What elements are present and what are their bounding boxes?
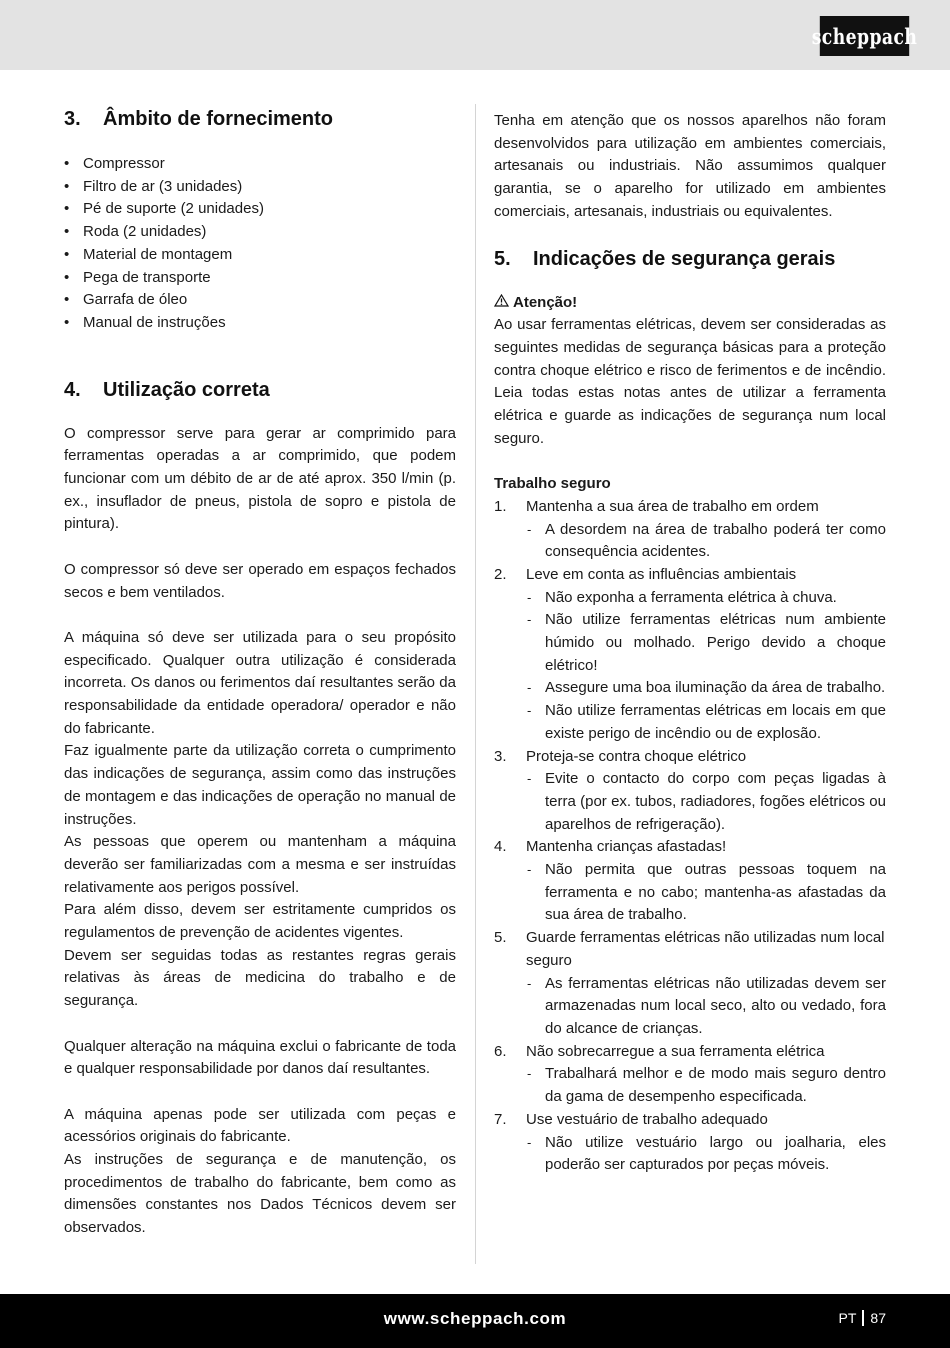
section-4-number: 4. xyxy=(64,378,81,401)
list-item: • Garrafa de óleo xyxy=(64,289,456,312)
safety-subitem: - As ferramentas elétricas não utilizadas devem ser armazenadas num local seco, alto ou vedado, fora do alcance de crianças. xyxy=(526,973,886,1041)
list-item: • Filtro de ar (3 unidades) xyxy=(64,176,456,199)
intro-paragraph: Tenha em atenção que os nossos aparelhos não foram desenvolvidos para utilização em ambientes comerciais, artesanais ou industriais. Não assumimos qualquer garantia, se o aparelho for utilizado em ambientes comerciais, artesanais, industriais ou equivalentes. xyxy=(494,112,886,220)
safety-subitem: - Não utilize ferramentas elétricas num ambiente húmido ou molhado. Perigo devido a choque elétrico! xyxy=(526,609,886,677)
safety-list xyxy=(494,496,886,1177)
attention-text: Ao usar ferramentas elétricas, devem ser consideradas as seguintes medidas de segurança básicas para a proteção contra choque elétrico e risco de ferimentos e de incêndio. Leia todas estas notas antes de utilizar a ferramenta elétrica e guarde as indicações de segurança num local seguro. xyxy=(494,316,886,447)
safety-sublist xyxy=(526,1063,886,1108)
attention-heading xyxy=(494,292,886,315)
safety-item-text: Use vestuário de trabalho adequado xyxy=(526,1110,768,1128)
paragraph: A máquina só deve ser utilizada para o seu propósito especificado. Qualquer outra utilização é considerada incorreta. Os danos ou ferimentos daí resultantes serão da responsabilidade da entidade operadora/ operador e não do fabricante. xyxy=(64,628,456,737)
section-3-title: Âmbito de fornecimento xyxy=(103,108,334,130)
paragraph: O compressor serve para gerar ar comprimido para ferramentas operadas a ar comprimido, que podem funcionar com um débito de ar de até aprox. 350 l/min (p. ex., insuflador de pneus, pistola de sopro e pistola de pintura). xyxy=(64,424,456,533)
brand-logo: scheppach xyxy=(820,16,909,56)
list-item: • Pé de suporte (2 unidades) xyxy=(64,198,456,221)
list-item: • Roda (2 unidades) xyxy=(64,221,456,244)
safety-item-text: Não sobrecarregue a sua ferramenta elétrica xyxy=(526,1042,825,1060)
page-number: 87 xyxy=(870,1310,886,1326)
paragraph: As instruções de segurança e de manutenção, os procedimentos de trabalho do fabricante, bem como as dimensões constantes nos Dados Técnicos devem ser observados. xyxy=(64,1151,456,1237)
section-5-title: Indicações de segurança gerais xyxy=(533,247,836,270)
safety-item xyxy=(494,496,886,564)
website-link[interactable]: www.scheppach.com xyxy=(383,1309,567,1328)
paragraph: O compressor só deve ser operado em espaços fechados secos e bem ventilados. xyxy=(64,560,456,601)
list-item: • Manual de instruções xyxy=(64,312,456,335)
safety-item-number: 5. xyxy=(494,929,507,947)
safety-subitem: - Não permita que outras pessoas toquem na ferramenta e no cabo; mantenha-as afastadas da sua área de trabalho. xyxy=(526,859,886,927)
safety-sublist xyxy=(526,519,886,564)
section-4-heading xyxy=(64,377,456,403)
paragraph: As pessoas que operem ou mantenham a máquina deverão ser familiarizadas com a mesma e ser instruídas relativamente aos perigos possível. xyxy=(64,833,456,896)
list-item: • Pega de transporte xyxy=(64,267,456,290)
safety-item-number: 7. xyxy=(494,1110,507,1128)
separator xyxy=(862,1310,864,1326)
warning-icon xyxy=(494,292,509,315)
right-column xyxy=(494,110,886,1177)
delivery-list xyxy=(64,153,456,335)
safety-subitem: - A desordem na área de trabalho poderá ter como consequência acidentes. xyxy=(526,519,886,564)
safety-subitem: - Não utilize vestuário largo ou joalharia, eles poderão ser capturados por peças móveis. xyxy=(526,1132,886,1177)
left-column xyxy=(64,106,456,1240)
safety-subitem: - Evite o contacto do corpo com peças ligadas à terra (por ex. tubos, radiadores, fogões elétricos ou aparelhos de refrigeração). xyxy=(526,768,886,836)
section-3-number: 3. xyxy=(64,108,81,130)
paragraph: Faz igualmente parte da utilização correta o cumprimento das indicações de segurança, assim como das instruções de montagem e das indicações de operação no manual de instruções. xyxy=(64,742,456,828)
paragraph: Para além disso, devem ser estritamente cumpridos os regulamentos de prevenção de acidentes vigentes. xyxy=(64,901,456,942)
section-5-number: 5. xyxy=(494,247,511,270)
safety-item xyxy=(494,564,886,746)
safety-item-text: Mantenha a sua área de trabalho em ordem xyxy=(526,497,819,515)
safety-sublist xyxy=(526,1132,886,1177)
section-3-heading xyxy=(64,106,456,132)
safety-item-number: 4. xyxy=(494,838,507,856)
safety-item xyxy=(494,927,886,1041)
section-5-heading xyxy=(494,246,886,272)
safety-item-text: Guarde ferramentas elétricas não utilizadas num local seguro xyxy=(526,929,885,969)
safety-sublist xyxy=(526,587,886,746)
language-code: PT xyxy=(838,1310,857,1326)
safety-item-number: 2. xyxy=(494,565,507,583)
attention-label: Atenção! xyxy=(513,293,578,311)
column-divider xyxy=(475,104,476,1264)
safety-item-number: 1. xyxy=(494,497,507,515)
safety-item-number: 6. xyxy=(494,1042,507,1060)
header-bar xyxy=(0,0,950,70)
safety-item xyxy=(494,746,886,837)
safety-subitem: - Não exponha a ferramenta elétrica à chuva. xyxy=(526,587,886,610)
safety-sublist xyxy=(526,859,886,927)
safety-item-text: Mantenha crianças afastadas! xyxy=(526,838,727,856)
page-indicator xyxy=(839,1310,886,1326)
section-4-title: Utilização correta xyxy=(103,378,270,401)
safety-sublist xyxy=(526,768,886,836)
safety-item-text: Leve em conta as influências ambientais xyxy=(526,565,797,583)
safety-item xyxy=(494,1109,886,1177)
paragraph: Qualquer alteração na máquina exclui o fabricante de toda e qualquer responsabilidade por danos daí resultantes. xyxy=(64,1037,456,1078)
safety-subitem: - Não utilize ferramentas elétricas em locais em que existe perigo de incêndio ou de explosão. xyxy=(526,700,886,745)
safety-subitem: - Trabalhará melhor e de modo mais seguro dentro da gama de desempenho especificada. xyxy=(526,1063,886,1108)
footer-bar xyxy=(0,1294,950,1348)
paragraph: Devem ser seguidas todas as restantes regras gerais relativas às áreas de medicina do trabalho e de segurança. xyxy=(64,946,456,1010)
safe-work-heading: Trabalho seguro xyxy=(494,475,611,493)
safety-item xyxy=(494,1041,886,1109)
safety-sublist xyxy=(526,973,886,1041)
safety-item-number: 3. xyxy=(494,747,507,765)
list-item: • Material de montagem xyxy=(64,244,456,267)
safety-item xyxy=(494,836,886,927)
safety-subitem: - Assegure uma boa iluminação da área de trabalho. xyxy=(526,677,886,700)
list-item: • Compressor xyxy=(64,153,456,176)
paragraph: A máquina apenas pode ser utilizada com peças e acessórios originais do fabricante. xyxy=(64,1105,456,1146)
safety-item-text: Proteja-se contra choque elétrico xyxy=(526,747,747,765)
